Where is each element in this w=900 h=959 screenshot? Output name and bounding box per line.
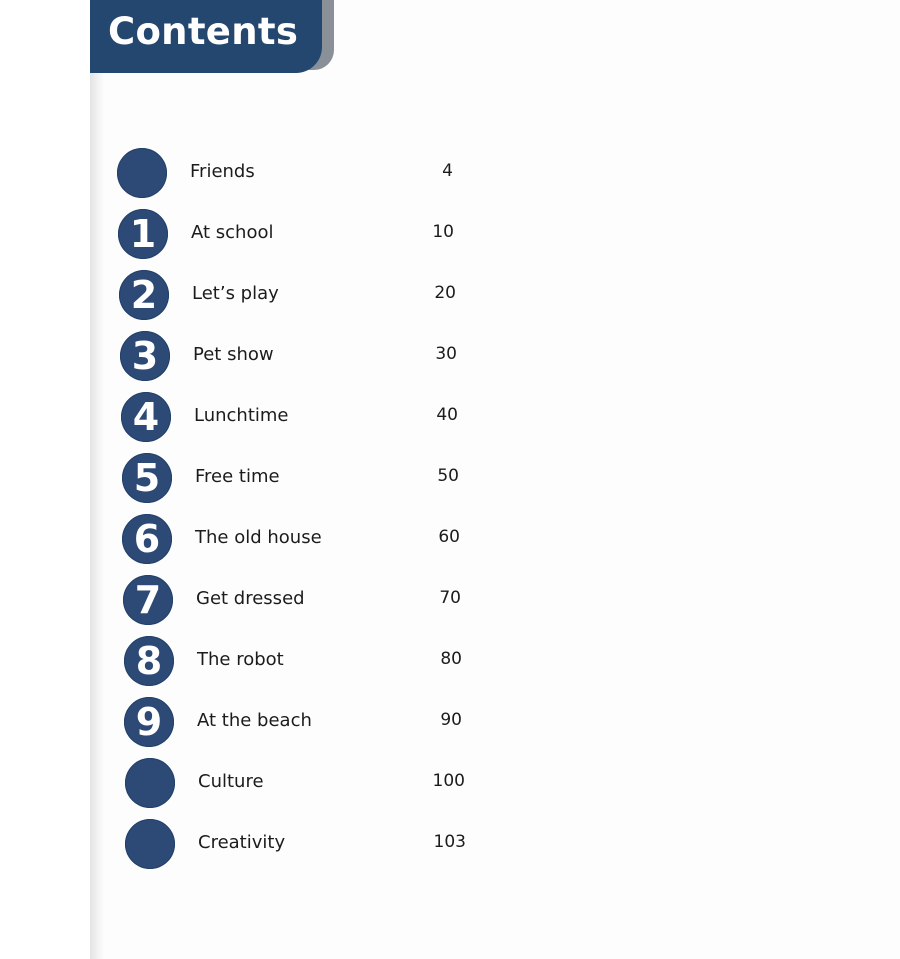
toc-entry[interactable]	[124, 697, 464, 749]
toc-entry[interactable]	[122, 453, 462, 505]
unit-badge	[124, 697, 174, 747]
toc-entry[interactable]	[118, 209, 458, 261]
unit-badge	[122, 453, 172, 503]
unit-number: 8	[135, 639, 163, 683]
unit-badge	[125, 758, 175, 808]
entry-title: The robot	[197, 649, 284, 670]
entry-title: Pet show	[193, 344, 274, 365]
entry-title: Culture	[198, 771, 264, 792]
entry-page-number: 30	[435, 344, 457, 364]
entry-page-number: 90	[440, 710, 462, 730]
page-edge-shadow	[90, 0, 104, 959]
entry-page-number: 40	[436, 405, 458, 425]
entry-title: Let’s play	[192, 283, 279, 304]
toc-entry[interactable]	[124, 636, 464, 688]
entry-title: Friends	[190, 161, 255, 182]
entry-title: Lunchtime	[194, 405, 289, 426]
entry-title: At school	[191, 222, 274, 243]
unit-number: 4	[132, 395, 160, 439]
unit-number: 6	[133, 517, 161, 561]
entry-page-number: 50	[437, 466, 459, 486]
toc-entry[interactable]	[121, 392, 461, 444]
unit-badge	[119, 270, 169, 320]
unit-number: 2	[130, 273, 158, 317]
entry-title: The old house	[195, 527, 322, 548]
unit-badge	[124, 636, 174, 686]
unit-number: 3	[131, 334, 159, 378]
page-title: Contents	[108, 10, 299, 53]
unit-badge	[121, 392, 171, 442]
toc-entry[interactable]	[122, 514, 462, 566]
unit-badge	[123, 575, 173, 625]
toc-entry[interactable]	[125, 819, 465, 871]
entry-title: Get dressed	[196, 588, 305, 609]
entry-page-number: 20	[434, 283, 456, 303]
entry-page-number: 103	[433, 832, 466, 852]
unit-badge	[122, 514, 172, 564]
toc-entry[interactable]	[123, 575, 463, 627]
unit-number	[125, 819, 175, 869]
unit-number: 9	[135, 700, 163, 744]
toc-entry[interactable]	[125, 758, 465, 810]
unit-number	[117, 148, 167, 198]
toc-entry[interactable]	[119, 270, 459, 322]
entry-title: Free time	[195, 466, 280, 487]
entry-page-number: 60	[438, 527, 460, 547]
entry-page-number: 10	[432, 222, 454, 242]
unit-number: 1	[129, 212, 157, 256]
unit-badge	[117, 148, 167, 198]
unit-badge	[118, 209, 168, 259]
entry-page-number: 70	[439, 588, 461, 608]
unit-badge	[125, 819, 175, 869]
unit-badge	[120, 331, 170, 381]
toc-entry[interactable]	[117, 148, 457, 200]
unit-number: 7	[134, 578, 162, 622]
entry-page-number: 100	[432, 771, 465, 791]
entry-title: At the beach	[197, 710, 312, 731]
entry-title: Creativity	[198, 832, 286, 853]
unit-number	[125, 758, 175, 808]
entry-page-number: 4	[442, 161, 453, 181]
toc-entry[interactable]	[120, 331, 460, 383]
entry-page-number: 80	[440, 649, 462, 669]
unit-number: 5	[133, 456, 161, 500]
